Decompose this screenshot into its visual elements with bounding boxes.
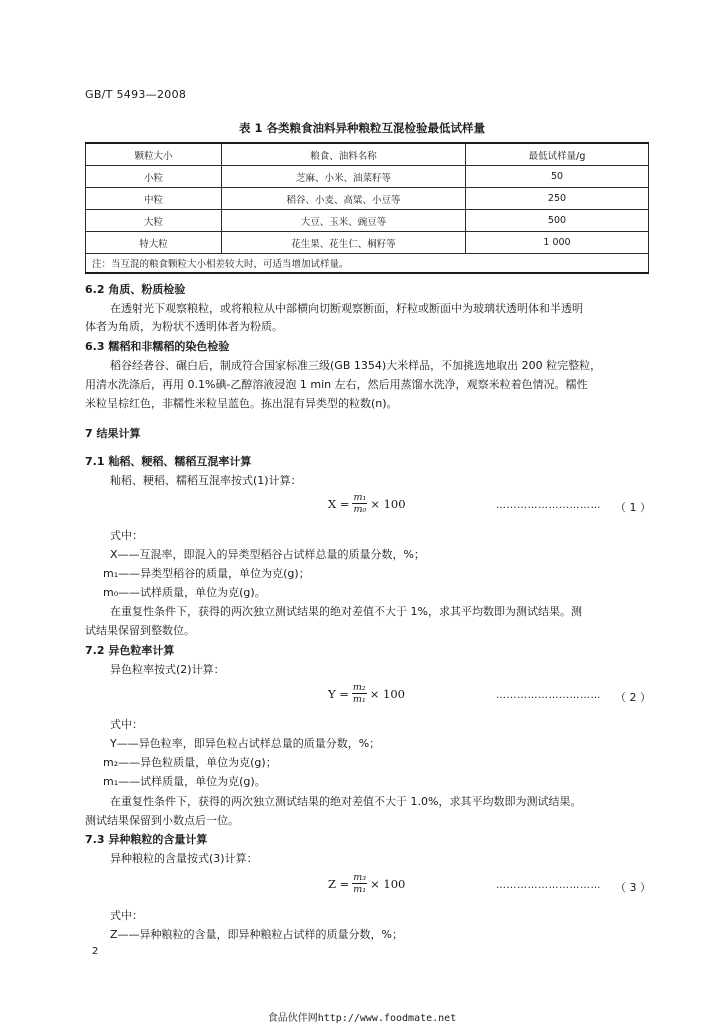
- footer-watermark: 食品伙伴网http://www.foodmate.net: [267, 1013, 457, 1024]
- table-cell: 花生果、花生仁、桐籽等: [222, 232, 466, 254]
- table-cell: 1 000: [466, 232, 649, 254]
- leader-dots: …………………………: [496, 880, 601, 891]
- table-row: [86, 188, 649, 210]
- equation-number: （ 2 ）: [615, 691, 651, 704]
- variable-definition: m₁——试样质量，单位为克(g)。: [103, 775, 266, 788]
- table-cell: 250: [466, 188, 649, 210]
- equation-number: （ 3 ）: [615, 881, 651, 894]
- table-note-row: [86, 254, 649, 274]
- standard-number: GB/T 5493—2008: [85, 88, 187, 101]
- equation-lhs: X =: [328, 496, 350, 511]
- table-cell: 中粒: [86, 188, 222, 210]
- paragraph-line: 试结果保留到整数位。: [85, 624, 195, 637]
- equation-lhs: Z =: [328, 876, 350, 891]
- fraction-numerator: m₂: [352, 682, 366, 693]
- min-sample-table: [85, 142, 649, 274]
- equation-lhs: Y =: [328, 686, 349, 701]
- table-cell: 大粒: [86, 210, 222, 232]
- table-cell: 小粒: [86, 166, 222, 188]
- paragraph-line: 测试结果保留到小数点后一位。: [85, 814, 239, 827]
- column-header: 粮食、油料名称: [222, 143, 466, 166]
- table-cell: 芝麻、小米、油菜籽等: [222, 166, 466, 188]
- section-6-3-heading: 6.3 糯稻和非糯稻的染色检验: [85, 340, 230, 353]
- equation-1: [328, 492, 406, 515]
- column-header: 最低试样量/g: [466, 143, 649, 166]
- fraction-numerator: m₃: [353, 872, 367, 883]
- fraction-denominator: m₁: [353, 884, 367, 895]
- equation-rhs: × 100: [370, 876, 406, 891]
- table-row: [86, 166, 649, 188]
- section-6-2-heading: 6.2 角质、粉质检验: [85, 283, 186, 296]
- equation-fraction: [352, 492, 367, 515]
- equation-fraction: [352, 682, 367, 705]
- equation-3: [328, 872, 405, 895]
- paragraph-line: 在重复性条件下，获得的两次独立测试结果的绝对差值不大于 1.0%，求其平均数即为测试结果。: [110, 795, 582, 808]
- paragraph-line: 籼稻、粳稻、糯稻互混率按式(1)计算：: [110, 474, 302, 487]
- table-row: [86, 232, 649, 254]
- variable-definition: m₁——异类型稻谷的质量，单位为克(g)；: [103, 567, 310, 580]
- where-label: 式中：: [110, 529, 143, 542]
- paragraph-line: 异色粒率按式(2)计算：: [110, 663, 225, 676]
- table-cell: 稻谷、小麦、高粱、小豆等: [222, 188, 466, 210]
- table-cell: 大豆、玉米、豌豆等: [222, 210, 466, 232]
- paragraph-line: 米粒呈棕红色，非糯性米粒呈蓝色。拣出混有异类型的粒数(n)。: [85, 397, 398, 410]
- variable-definition: Z——异种粮粒的含量，即异种粮粒占试样的质量分数，%；: [110, 928, 403, 941]
- variable-definition: Y——异色粒率，即异色粒占试样总量的质量分数，%；: [110, 737, 381, 750]
- variable-definition: m₂——异色粒质量，单位为克(g)；: [103, 756, 277, 769]
- paragraph-line: 在重复性条件下，获得的两次独立测试结果的绝对差值不大于 1%，求其平均数即为测试结果。测: [110, 605, 582, 618]
- fraction-numerator: m₁: [353, 492, 367, 503]
- where-label: 式中：: [110, 718, 143, 731]
- leader-dots: …………………………: [496, 690, 601, 701]
- section-7-1-heading: 7.1 籼稻、粳稻、糯稻互混率计算: [85, 455, 252, 468]
- table-note: 注：当互混的粮食颗粒大小相差较大时，可适当增加试样量。: [86, 254, 649, 274]
- section-7-heading: 7 结果计算: [85, 427, 141, 440]
- paragraph-line: 稻谷经砻谷、碾白后，制成符合国家标准三级(GB 1354)大米样品，不加挑选地取出 200 粒完整粒，: [110, 359, 602, 372]
- variable-definition: X——互混率，即混入的异类型稻谷占试样总量的质量分数，%；: [110, 548, 425, 561]
- paragraph-line: 异种粮粒的含量按式(3)计算：: [110, 852, 258, 865]
- leader-dots: …………………………: [496, 500, 601, 511]
- fraction-denominator: m₁: [352, 694, 366, 705]
- table-cell: 50: [466, 166, 649, 188]
- paragraph-line: 在透射光下观察粮粒，或将粮粒从中部横向切断观察断面，籽粒或断面中为玻璃状透明体和半透明: [110, 302, 583, 315]
- paragraph-line: 用清水洗涤后，再用 0.1%碘-乙醇溶液浸泡 1 min 左右，然后用蒸馏水洗净，观察米粒着色情况。糯性: [85, 378, 588, 391]
- table-cell: 500: [466, 210, 649, 232]
- paragraph-line: 体者为角质，为粉状不透明体者为粉质。: [85, 320, 283, 333]
- page-number: 2: [92, 946, 99, 957]
- equation-2: [328, 682, 405, 705]
- fraction-denominator: m₀: [353, 504, 367, 515]
- equation-rhs: × 100: [369, 686, 405, 701]
- equation-fraction: [352, 872, 367, 895]
- where-label: 式中：: [110, 909, 143, 922]
- section-7-3-heading: 7.3 异种粮粒的含量计算: [85, 833, 208, 846]
- table-row: [86, 210, 649, 232]
- column-header: 颗粒大小: [86, 143, 222, 166]
- table-cell: 特大粒: [86, 232, 222, 254]
- table-header-row: [86, 143, 649, 166]
- equation-number: （ 1 ）: [615, 501, 651, 514]
- table-caption: 表 1 各类粮食油料异种粮粒互混检验最低试样量: [238, 121, 485, 135]
- variable-definition: m₀——试样质量，单位为克(g)。: [103, 586, 266, 599]
- equation-rhs: × 100: [370, 496, 406, 511]
- section-7-2-heading: 7.2 异色粒率计算: [85, 644, 175, 657]
